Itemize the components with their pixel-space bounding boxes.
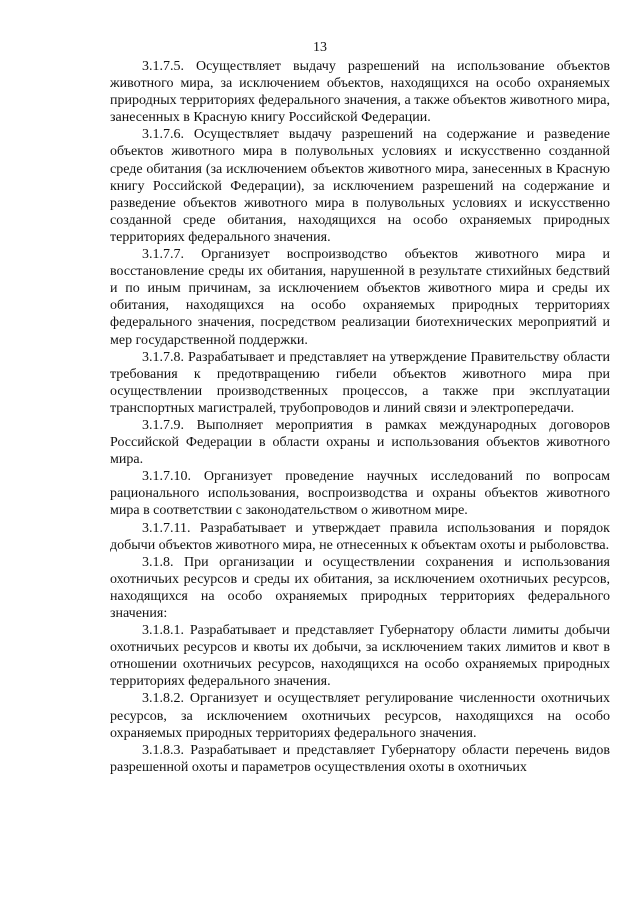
document-body	[110, 58, 610, 776]
paragraph-3-1-8: 3.1.8. При организации и осуществлении сохранения и использования охотничьих ресурсов и среды их обитания, за исключением охотничьих ресурсов, находящихся на особо охраняемых природных территориях федерального значения:	[110, 554, 610, 621]
paragraph-3-1-7-5: 3.1.7.5. Осуществляет выдачу разрешений на использование объектов животного мира, за исключением объектов, находящихся на особо охраняемых природных территориях федерального значения, а также объектов животного мира, занесенных в Красную книгу Российской Федерации.	[110, 59, 610, 126]
page-number: 13	[313, 40, 327, 55]
paragraph-3-1-7-7: 3.1.7.7. Организует воспроизводство объектов животного мира и восстановление среды их обитания, нарушенной в результате стихийных бедствий и по иным причинам, за исключением объектов животного мира и среды их обитания, находящихся на особо охраняемых природных территориях федерального значения, посредством реализации биотехнических мероприятий и мер государственной поддержки.	[110, 247, 610, 348]
paragraph-3-1-7-6: 3.1.7.6. Осуществляет выдачу разрешений на содержание и разведение объектов животного мира в полувольных условиях и искусственно созданной среде обитания (за исключением объектов животного мира, занесенных в Красную книгу Российской Федерации), за исключением разрешений на содержание и разведение объектов животного мира в полувольных условиях и искусственно созданной среде обитания, находящихся на особо охраняемых природных территориях федерального значения.	[110, 127, 610, 245]
paragraph-3-1-7-8: 3.1.7.8. Разрабатывает и представляет на утверждение Правительству области требования к предотвращению гибели объектов животного мира при осуществлении производственных процессов, а также при эксплуатации транспортных магистралей, трубопроводов и линий связи и электропередачи.	[110, 349, 610, 416]
paragraph-3-1-7-9: 3.1.7.9. Выполняет мероприятия в рамках международных договоров Российской Федерации в области охраны и использования объектов животного мира.	[110, 417, 610, 468]
paragraph-3-1-8-3: 3.1.8.3. Разрабатывает и представляет Губернатору области перечень видов разрешенной охоты и параметров осуществления охоты в охотничьих	[110, 742, 610, 775]
paragraph-3-1-8-2: 3.1.8.2. Организует и осуществляет регулирование численности охотничьих ресурсов, за исключением охотничьих ресурсов, находящихся на особо охраняемых природных территориях федерального значения.	[110, 691, 610, 741]
paragraph-3-1-7-10: 3.1.7.10. Организует проведение научных исследований по вопросам рационального использования, воспроизводства и охраны объектов животного мира в соответствии с законодательством о животном мире.	[110, 469, 610, 519]
paragraph-3-1-7-11: 3.1.7.11. Разрабатывает и утверждает правила использования и порядок добычи объектов животного мира, не отнесенных к объектам охоты и рыболовства.	[110, 520, 610, 553]
paragraph-3-1-8-1: 3.1.8.1. Разрабатывает и представляет Губернатору области лимиты добычи охотничьих ресурсов и квоты их добычи, за исключением таких лимитов и квот в отношении охотничьих ресурсов, находящихся на особо охраняемых природных территориях федерального значения.	[110, 623, 610, 690]
